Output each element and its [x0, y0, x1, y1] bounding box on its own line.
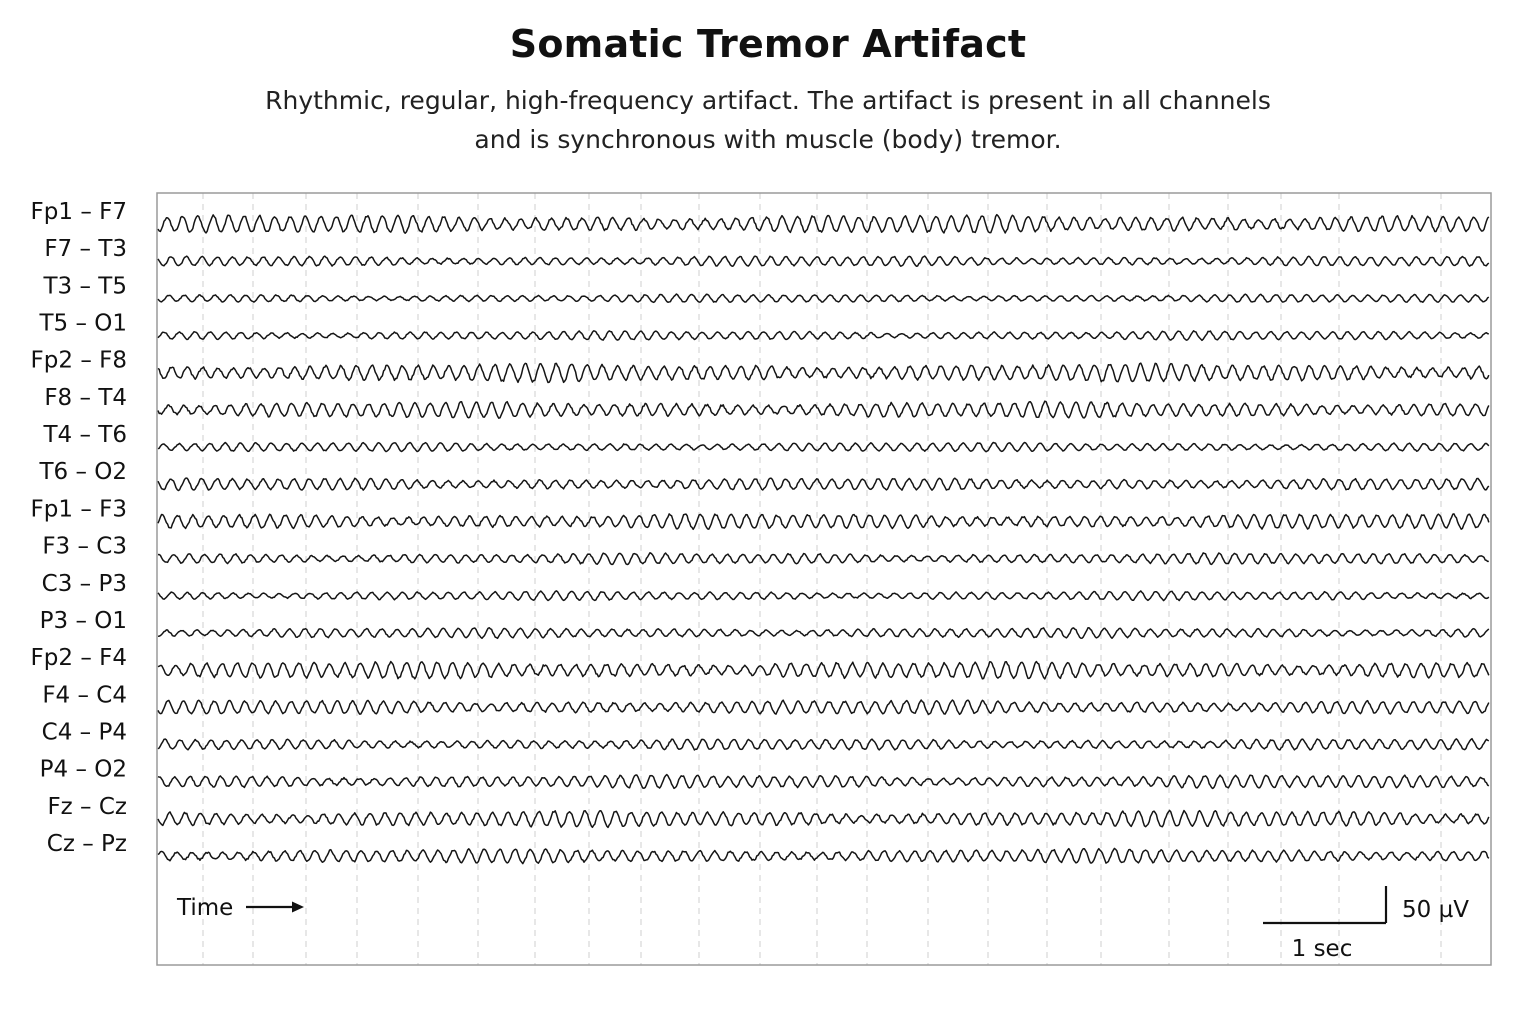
- eeg-trace: [158, 294, 1489, 302]
- scale-bar-time-label: 1 sec: [1291, 936, 1353, 962]
- eeg-traces: [158, 215, 1489, 864]
- chart-title: Somatic Tremor Artifact: [509, 22, 1027, 66]
- channel-label: T3 – T5: [43, 273, 127, 300]
- eeg-trace: [158, 848, 1489, 863]
- eeg-trace: [158, 256, 1489, 266]
- eeg-trace: [158, 553, 1489, 565]
- eeg-trace: [158, 514, 1489, 529]
- eeg-trace: [158, 591, 1489, 601]
- eeg-trace: [158, 215, 1489, 234]
- channel-label: Fz – Cz: [47, 793, 127, 820]
- time-arrow-icon: [246, 902, 304, 913]
- eeg-trace: [158, 363, 1489, 382]
- time-axis-label: Time: [177, 895, 234, 921]
- eeg-trace: [158, 775, 1489, 789]
- scale-bar-amplitude-label: 50 µV: [1402, 897, 1469, 923]
- channel-label: T5 – O1: [39, 310, 127, 337]
- scale-bar: [1263, 886, 1469, 962]
- eeg-trace: [158, 331, 1489, 341]
- chart-subtitle-line-2: and is synchronous with muscle (body) tremor.: [474, 125, 1062, 154]
- grid-lines: [203, 193, 1441, 965]
- channel-label: P3 – O1: [39, 607, 127, 634]
- channel-label: Fp1 – F7: [30, 199, 127, 225]
- eeg-trace: [158, 442, 1489, 451]
- eeg-trace: [158, 739, 1489, 750]
- eeg-trace: [158, 700, 1489, 714]
- channel-label: Fp2 – F8: [30, 347, 127, 374]
- chart-subtitle-line-1: Rhythmic, regular, high-frequency artifact. The artifact is present in all channels: [265, 86, 1271, 115]
- eeg-trace: [158, 810, 1489, 827]
- channel-label: T4 – T6: [43, 422, 127, 449]
- channel-label: F3 – C3: [42, 533, 127, 560]
- channel-label: F7 – T3: [44, 236, 127, 263]
- eeg-trace: [158, 401, 1489, 418]
- channel-label: Fp2 – F4: [30, 645, 127, 672]
- eeg-trace: [158, 478, 1489, 490]
- eeg-trace: [158, 662, 1489, 679]
- channel-label: P4 – O2: [39, 756, 127, 783]
- channel-label: T6 – O2: [39, 459, 127, 486]
- channel-label: Fp1 – F3: [30, 496, 127, 523]
- channel-label: Cz – Pz: [46, 831, 127, 857]
- channel-label: F8 – T4: [44, 384, 127, 411]
- channel-labels: [31, 199, 127, 857]
- channel-label: C4 – P4: [41, 719, 127, 746]
- eeg-trace: [158, 628, 1489, 639]
- channel-label: F4 – C4: [42, 682, 127, 709]
- channel-label: C3 – P3: [41, 570, 127, 597]
